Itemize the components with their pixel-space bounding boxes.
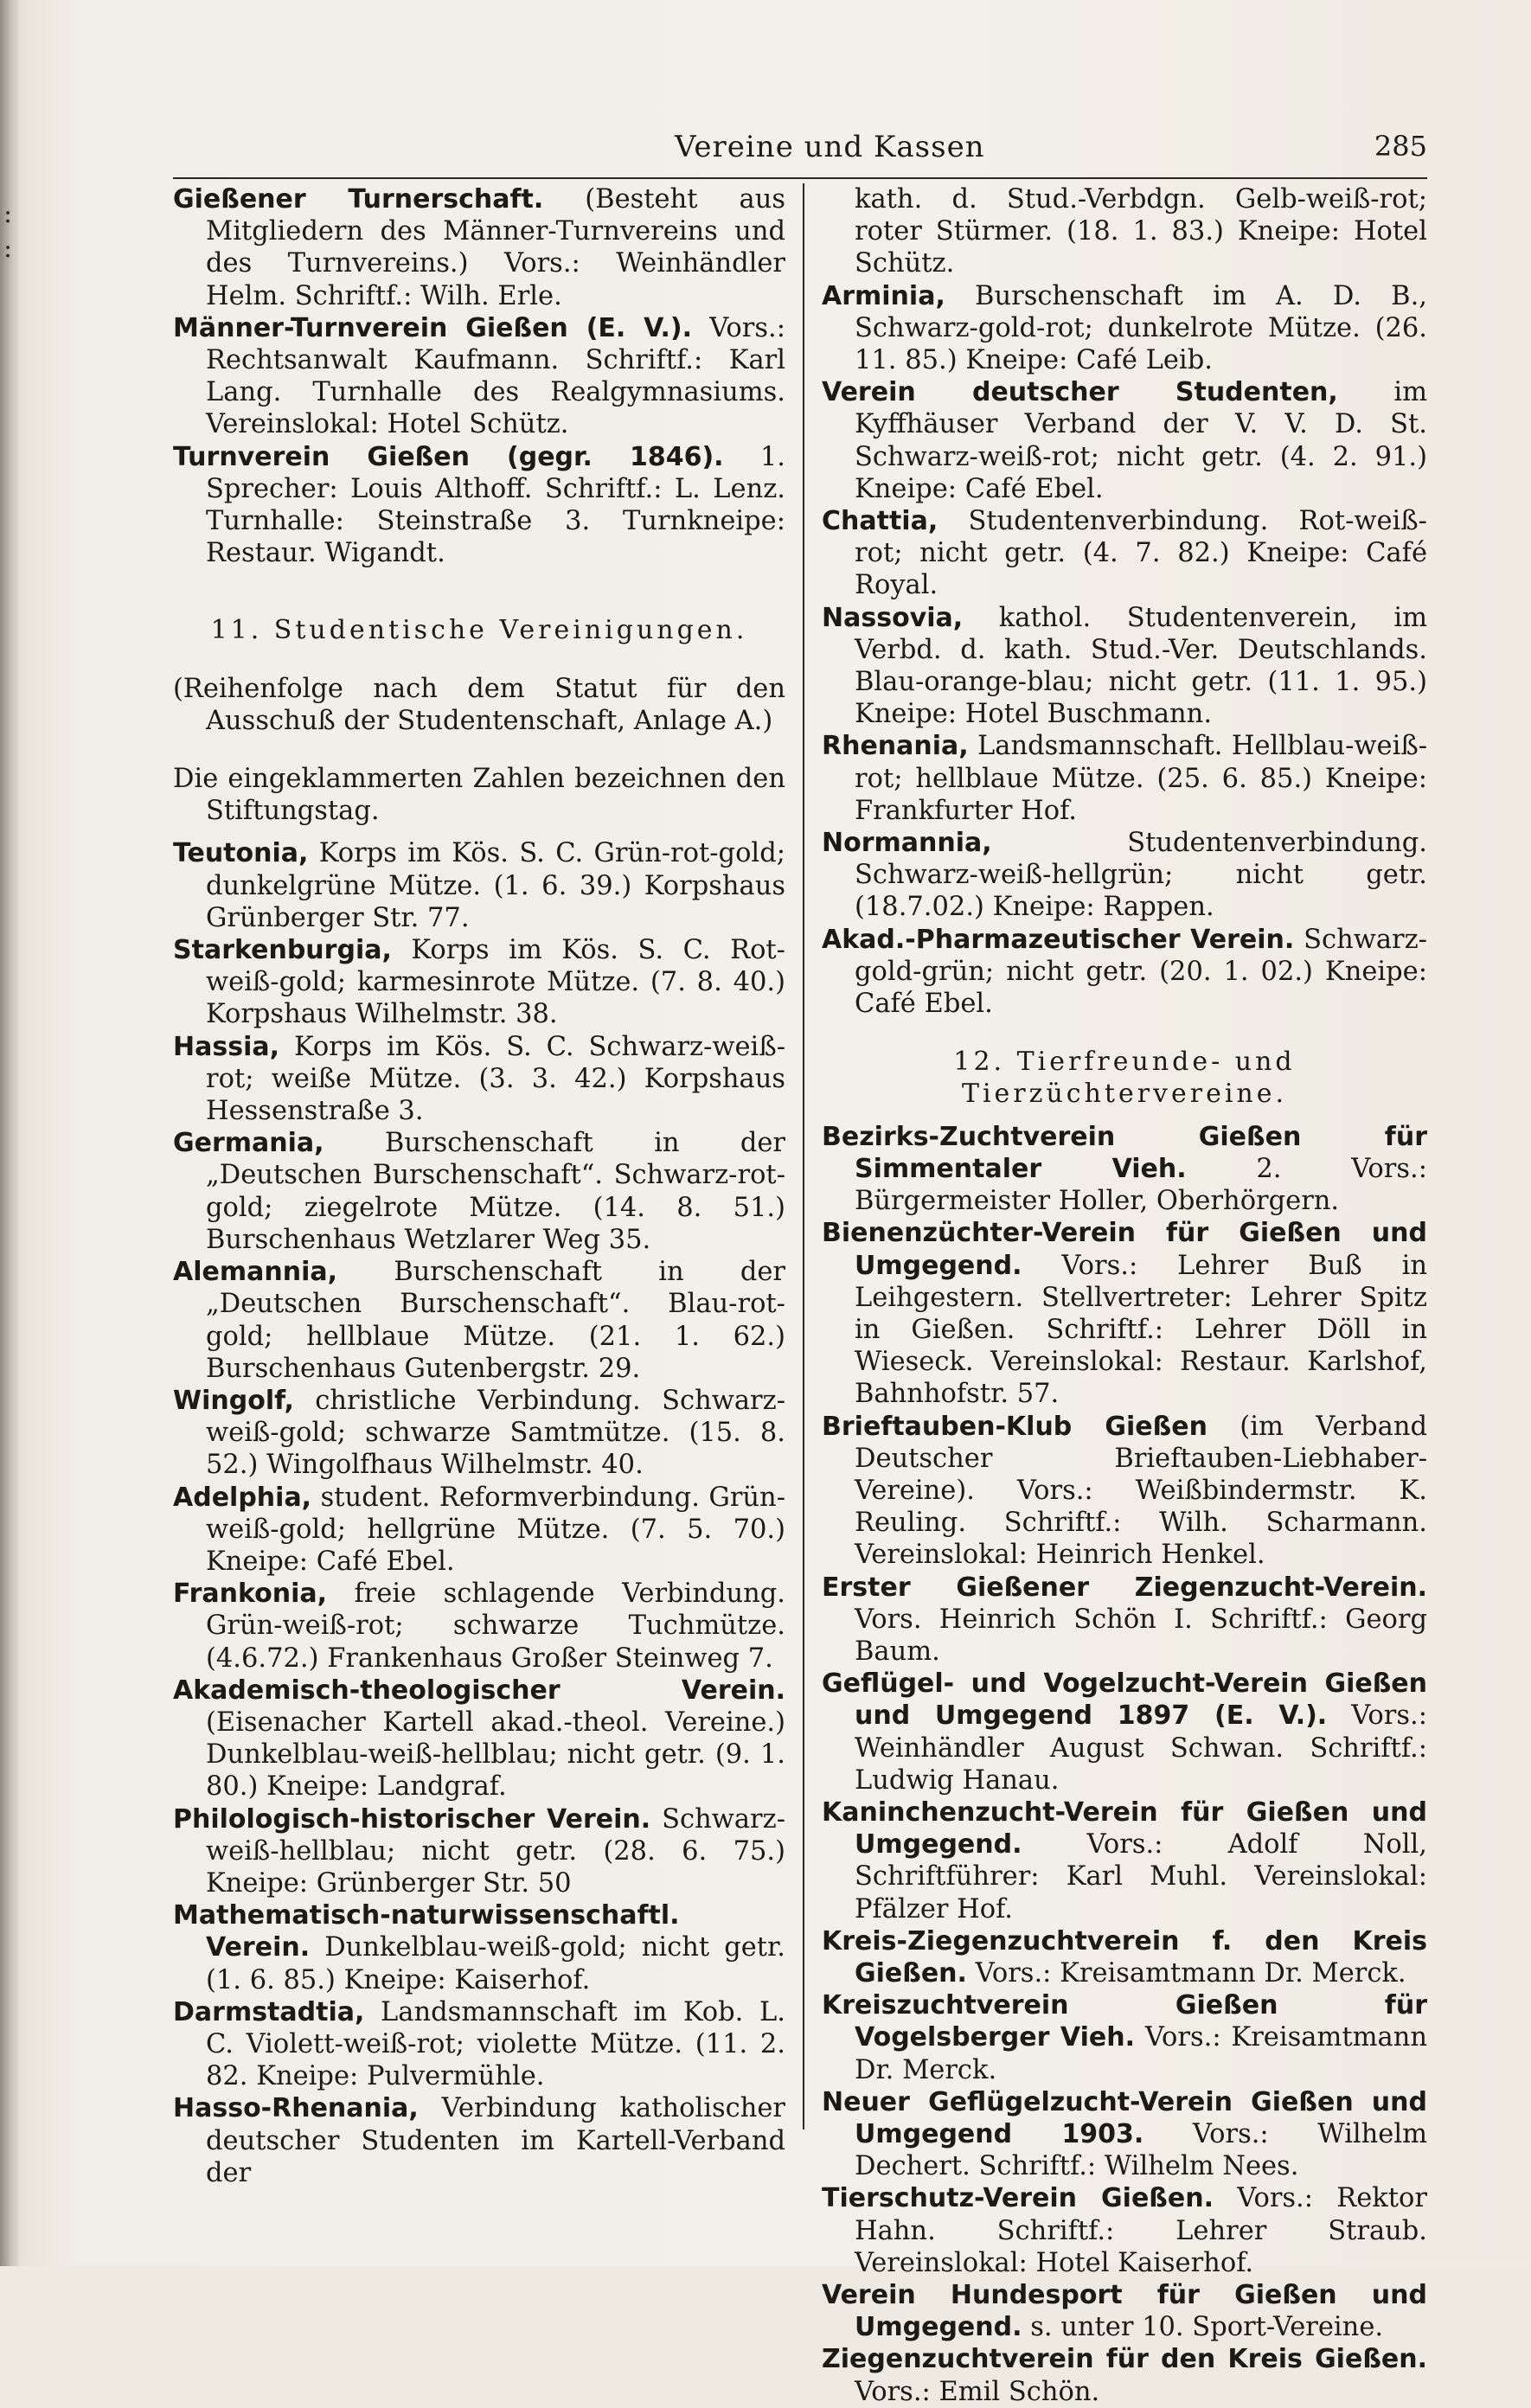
entry xyxy=(173,1482,785,1579)
entry-text: (Eisenacher Kartell akad.-theol. Vereine.) Dunkelblau-weiß-hellblau; nicht getr. (9. 1. 80.) Kneipe: Landgraf. xyxy=(206,1707,785,1803)
entry xyxy=(822,376,1427,505)
entry xyxy=(822,1572,1427,1668)
entry xyxy=(173,837,785,934)
entry-text: Vors.: Kreisamtmann Dr. Merck. xyxy=(855,2022,1427,2085)
entry-name: Alemannia, xyxy=(173,1257,337,1288)
entry-name: Neuer Geflügelzucht-Verein Gießen und Umgegend 1903. xyxy=(822,2086,1427,2149)
entry-text: student. Reformverbindung. Grün-weiß-gold; hellgrüne Mütze. (7. 5. 70.) Kneipe: Café Ebel. xyxy=(206,1482,785,1577)
entry-name: Philologisch-historischer Verein. xyxy=(173,1803,651,1835)
entry-name: Adelphia, xyxy=(173,1482,312,1513)
entry-text: christliche Verbindung. Schwarz-weiß-gold; schwarze Samtmütze. (15. 8. 52.) Wingolfhaus Wilhelmstr. 40. xyxy=(206,1385,785,1481)
entry xyxy=(173,1578,785,1675)
entry-name: Turnverein Gießen (gegr. 1846). xyxy=(173,441,724,472)
entry-name: Akad.-Pharmazeutischer Verein. xyxy=(822,924,1295,955)
entry xyxy=(173,1127,785,1256)
entry xyxy=(822,1121,1427,1218)
running-header xyxy=(173,130,1427,182)
entry-text: Landsmannschaft im Kob. L. C. Violett-weiß-rot; violette Mütze. (11. 2. 82. Kneipe: Pulvermühle. xyxy=(206,1996,785,2092)
entry-text: Vors.: Adolf Noll, Schriftführer: Karl Muhl. Vereinslokal: Pfälzer Hof. xyxy=(855,1829,1427,1924)
entry-name: Hassia, xyxy=(173,1031,279,1062)
entry xyxy=(822,2279,1427,2343)
entry-name: Verein deutscher Studenten, xyxy=(822,377,1338,408)
entry-name: Nassovia, xyxy=(822,602,964,633)
edge-fragment: : xyxy=(3,234,13,264)
entry-text: Vors.: Weinhändler August Schwan. Schriftf.: Ludwig Hanau. xyxy=(855,1700,1427,1796)
entry-text: Korps im Kös. S. C. Grün-rot-gold; dunkelgrüne Mütze. (1. 6. 39.) Korpshaus Grünberger Str. 77. xyxy=(206,838,785,933)
entry-text: Vors. Heinrich Schön I. Schriftf.: Georg Baum. xyxy=(855,1604,1427,1667)
entry xyxy=(173,1385,785,1482)
entry-name: Chattia, xyxy=(822,506,938,537)
entry-text: Dunkelblau-weiß-gold; nicht getr. (1. 6. 85.) Kneipe: Kaiserhof. xyxy=(206,1932,785,1995)
order-note: (Reihenfolge nach dem Statut für den Ausschuß der Studentenschaft, Anlage A.) xyxy=(173,673,785,736)
entry-name: Hasso-Rhenania, xyxy=(173,2093,419,2124)
entry-text: Vors.: Rechtsanwalt Kaufmann. Schriftf.: Karl Lang. Turnhalle des Realgymnasiums. Vereinslokal: Hotel Schütz. xyxy=(206,312,785,440)
entry-text: (im Verband Deutscher Brieftauben-Liebhaber-Vereine). Vors.: Weißbindermstr. K. Reuling. Schriftf.: Wilh. Scharmann. Vereinslokal: Heinrich Henkel. xyxy=(855,1411,1427,1571)
entry-name: Geflügel- und Vogelzucht-Verein Gießen und Umgegend 1897 (E. V.). xyxy=(822,1668,1427,1732)
entry xyxy=(173,1675,785,1803)
entry xyxy=(173,934,785,1031)
entry-name: Kreis-Ziegenzuchtverein f. den Kreis Gießen. xyxy=(822,1925,1427,1989)
entry-name: Gießener Turnerschaft. xyxy=(173,184,544,215)
entry-text: Burschenschaft in der „Deutschen Burschenschaft“. Blau-rot-gold; hellblaue Mütze. (21. 1. 62.) Burschenhaus Gutenbergstr. 29. xyxy=(206,1257,785,1384)
right-column xyxy=(822,183,1427,2408)
entry-text: Verbindung katholischer deutscher Studenten im Kartell-Verband der xyxy=(206,2093,785,2188)
entry-text: freie schlagende Verbindung. Grün-weiß-rot; schwarze Tuchmütze. (4.6.72.) Frankenhaus Großer Steinweg 7. xyxy=(206,1579,785,1674)
entry xyxy=(173,183,785,312)
entry-text: Schwarz-gold-grün; nicht getr. (20. 1. 02.) Kneipe: Café Ebel. xyxy=(855,924,1427,1020)
entry xyxy=(173,312,785,441)
header-rule xyxy=(173,177,1427,179)
entry-name: Frankonia, xyxy=(173,1579,328,1610)
entry-name: Akademisch-theologischer Verein. xyxy=(173,1675,785,1706)
entry xyxy=(173,2092,785,2189)
entry xyxy=(173,1899,785,1996)
entry-text: Studentenverbindung. Schwarz-weiß-hellgrün; nicht getr. (18.7.02.) Kneipe: Rappen. xyxy=(855,828,1427,923)
entry-name: Ziegenzuchtverein für den Kreis Gießen. xyxy=(822,2344,1427,2375)
entry xyxy=(822,2182,1427,2279)
entry-name: Bezirks-Zuchtverein Gießen für Simmentaler Vieh. xyxy=(822,1121,1427,1184)
entry-name: Starkenburgia, xyxy=(173,935,392,966)
edge-fragment: : xyxy=(3,199,13,229)
entry-name: Teutonia, xyxy=(173,838,309,869)
column-rule xyxy=(803,183,804,2129)
entry-text: Burschenschaft im A. D. B., Schwarz-gold-rot; dunkelrote Mütze. (26. 11. 85.) Kneipe: Café Leib. xyxy=(855,280,1427,376)
entry-name: Kaninchenzucht-Verein für Gießen und Umgegend. xyxy=(822,1796,1427,1860)
entry-name: Rhenania, xyxy=(822,731,969,762)
section-heading: 12. Tierfreunde- und Tierzüchtervereine. xyxy=(953,1047,1296,1110)
numbers-note: Die eingeklammerten Zahlen bezeichnen den Stiftungstag. xyxy=(173,764,785,827)
entry-text: s. unter 10. Sport-Vereine. xyxy=(1022,2312,1384,2343)
entry xyxy=(822,2086,1427,2183)
entry xyxy=(822,1925,1427,1989)
entry xyxy=(822,1989,1427,2086)
entry xyxy=(822,2343,1427,2407)
entry-text: Korps im Kös. S. C. Rot-weiß-gold; karmesinrote Mütze. (7. 8. 40.) Korpshaus Wilhelmstr. 38. xyxy=(206,935,785,1030)
entry-text: kathol. Studentenverein, im Verbd. d. kath. Stud.-Ver. Deutschlands. Blau-orange-blau; nicht getr. (11. 1. 95.) Kneipe: Hotel Buschmann. xyxy=(855,602,1427,730)
entry xyxy=(822,602,1427,731)
continuation-text xyxy=(822,183,1427,280)
entry xyxy=(822,730,1427,827)
entry xyxy=(822,1668,1427,1796)
entry-text: Burschenschaft in der „Deutschen Burschenschaft“. Schwarz-rot-gold; ziegelrote Mütze. (14. 8. 51.) Burschenhaus Wetzlarer Weg 35. xyxy=(206,1128,785,1255)
entry xyxy=(173,1256,785,1385)
running-title: Vereine und Kassen xyxy=(675,130,985,164)
entry-text: im Kyffhäuser Verband der V. V. D. St. Schwarz-weiß-rot; nicht getr. (4. 2. 91.) Kneipe: Café Ebel. xyxy=(855,377,1427,504)
entry-text: Korps im Kös. S. C. Schwarz-weiß-rot; weiße Mütze. (3. 3. 42.) Korpshaus Hessenstraße 3. xyxy=(206,1031,785,1127)
left-column xyxy=(173,183,785,2189)
entry xyxy=(822,924,1427,1021)
entry xyxy=(173,1996,785,2093)
entry-text: Landsmannschaft. Hellblau-weiß-rot; hellblaue Mütze. (25. 6. 85.) Kneipe: Frankfurter Hof. xyxy=(855,731,1427,826)
entry-name: Germania, xyxy=(173,1128,324,1159)
entry xyxy=(822,827,1427,924)
entry-name: Brieftauben-Klub Gießen xyxy=(822,1411,1208,1442)
section-heading: 11. Studentische Vereinigungen. xyxy=(210,615,748,646)
entry-text: kath. d. Stud.-Verbdgn. Gelb-weiß-rot; roter Stürmer. (18. 1. 83.) Kneipe: Hotel Schütz. xyxy=(855,184,1427,279)
entry-name: Tierschutz-Verein Gießen. xyxy=(822,2183,1214,2214)
entry xyxy=(173,1031,785,1128)
entry-name: Normannia, xyxy=(822,828,992,859)
page-number: 285 xyxy=(1374,130,1427,163)
entry-text: (Besteht aus Mitgliedern des Männer-Turnvereins und des Turnvereins.) Vors.: Weinhändler Helm. Schriftf.: Wilh. Erle. xyxy=(206,184,785,311)
entry-name: Kreiszuchtverein Gießen für Vogelsberger Vieh. xyxy=(822,1990,1427,2053)
entry-name: Darmstadtia, xyxy=(173,1996,365,2027)
entry-name: Bienenzüchter-Verein für Gießen und Umgegend. xyxy=(822,1218,1427,1281)
entry xyxy=(822,505,1427,602)
entry-name: Mathematisch-naturwissenschaftl. Verein. xyxy=(173,1900,680,1963)
entry xyxy=(173,1803,785,1900)
entry-text: Vors.: Kreisamtmann Dr. Merck. xyxy=(966,1957,1406,1989)
entry-name: Erster Gießener Ziegenzucht-Verein. xyxy=(822,1572,1427,1603)
entry xyxy=(173,441,785,570)
entry xyxy=(822,1217,1427,1410)
entry-text: Vors.: Emil Schön. xyxy=(855,2376,1100,2407)
entry-text: Vors.: Rektor Hahn. Schriftf.: Lehrer Straub. Vereinslokal: Hotel Kaiserhof. xyxy=(855,2183,1427,2278)
entry-name: Männer-Turnverein Gießen (E. V.). xyxy=(173,312,693,343)
entry-text: 2. Vors.: Bürgermeister Holler, Oberhörgern. xyxy=(855,1153,1427,1217)
entry-name: Verein Hundesport für Gießen und Umgegend. xyxy=(822,2280,1427,2343)
entry-text: Schwarz-weiß-hellblau; nicht getr. (28. 6. 75.) Kneipe: Grünberger Str. 50 xyxy=(206,1803,785,1899)
entry-name: Wingolf, xyxy=(173,1385,294,1416)
entry-text: Vors.: Wilhelm Dechert. Schriftf.: Wilhelm Nees. xyxy=(855,2118,1427,2182)
entry-text: 1. Sprecher: Louis Althoff. Schriftf.: L. Lenz. Turnhalle: Steinstraße 3. Turnkneipe: Restaur. Wigandt. xyxy=(206,441,785,569)
entry xyxy=(822,1411,1427,1572)
entry xyxy=(822,280,1427,377)
entry-name: Arminia, xyxy=(822,280,945,311)
entry-text: Vors.: Lehrer Buß in Leihgestern. Stellvertreter: Lehrer Spitz in Gießen. Schriftf.: Lehrer Döll in Wieseck. Vereinslokal: Restaur. Karlshof, Bahnhofstr. 57. xyxy=(855,1250,1427,1410)
entry xyxy=(822,1796,1427,1925)
facing-page-edge xyxy=(0,0,19,2266)
entry-text: Studentenverbindung. Rot-weiß-rot; nicht getr. (4. 7. 82.) Kneipe: Café Royal. xyxy=(855,506,1427,601)
